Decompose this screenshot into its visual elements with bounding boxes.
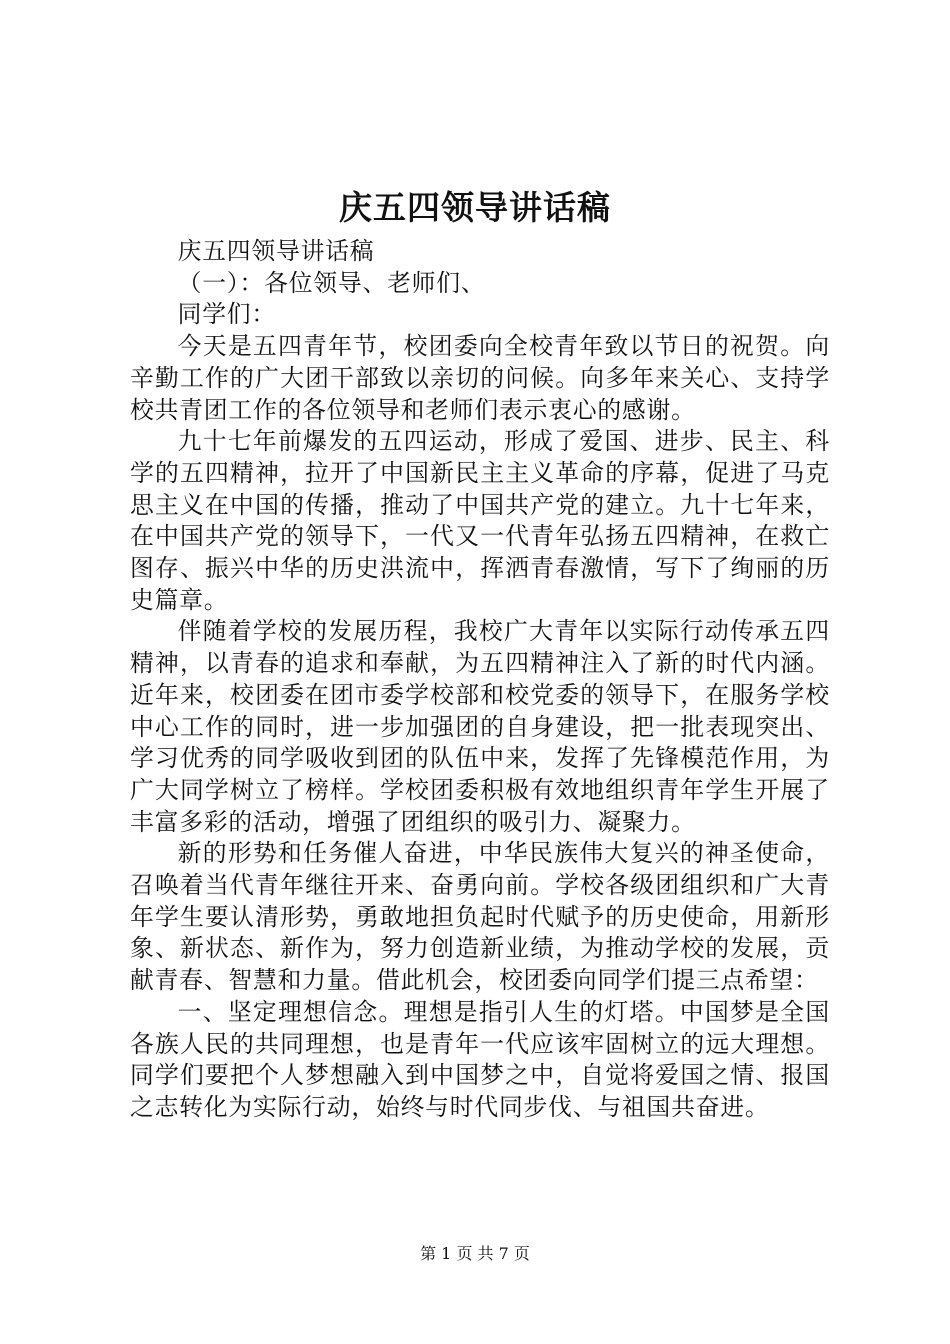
paragraph: 新的形势和任务催人奋进，中华民族伟大复兴的神圣使命，召唤着当代青年继往开来、奋勇向前。学校各级团组织和广大青年学生要认清形势，勇敢地担负起时代赋予的历史使命，用新形象、新状态、新作为，努力创造新业绩，为推动学校的发展，贡献青春、智慧和力量。借此机会，校团委向同学们提三点希望： bbox=[130, 839, 830, 995]
paragraph: 伴随着学校的发展历程，我校广大青年以实际行动传承五四精神，以青春的追求和奉献，为五四精神注入了新的时代内涵。近年来，校团委在团市委学校部和校党委的领导下，在服务学校中心工作的同时，进一步加强团的自身建设，把一批表现突出、学习优秀的同学吸收到团的队伍中来，发挥了先锋模范作用，为广大同学树立了榜样。学校团委积极有效地组织青年学生开展了丰富多彩的活动，增强了团组织的吸引力、凝聚力。 bbox=[130, 617, 830, 836]
paragraph: 同学们： bbox=[177, 300, 276, 329]
paragraph: 一、坚定理想信念。理想是指引人生的灯塔。中国梦是全国各族人民的共同理想，也是青年一代应该牢固树立的远大理想。同学们要把个人梦想融入到中国梦之中，自觉将爱国之情、报国之志转化为实际行动，始终与时代同步伐、与祖国共奋进。 bbox=[130, 997, 830, 1121]
paragraph: 庆五四领导讲话稿 bbox=[177, 237, 375, 265]
paragraph: （一）：各位领导、老师们、 bbox=[177, 268, 486, 297]
paragraph: 九十七年前爆发的五四运动，形成了爱国、进步、民主、科学的五四精神，拉开了中国新民主主义革命的序幕，促进了马克思主义在中国的传播，推动了中国共产党的建立。九十七年来，在中国共产党的领导下，一代又一代青年弘扬五四精神，在救亡图存、振兴中华的历史洪流中，挥洒青春激情，写下了绚丽的历史篇章。 bbox=[130, 427, 830, 614]
document-title: 庆五四领导讲话稿 bbox=[339, 188, 611, 227]
paragraph: 今天是五四青年节，校团委向全校青年致以节日的祝贺。向辛勤工作的广大团干部致以亲切的问候。向多年来关心、支持学校共青团工作的各位领导和老师们表示衷心的感谢。 bbox=[130, 332, 830, 424]
page-footer: 第 1 页 共 7 页 bbox=[420, 1244, 530, 1263]
document-body bbox=[130, 236, 830, 1124]
